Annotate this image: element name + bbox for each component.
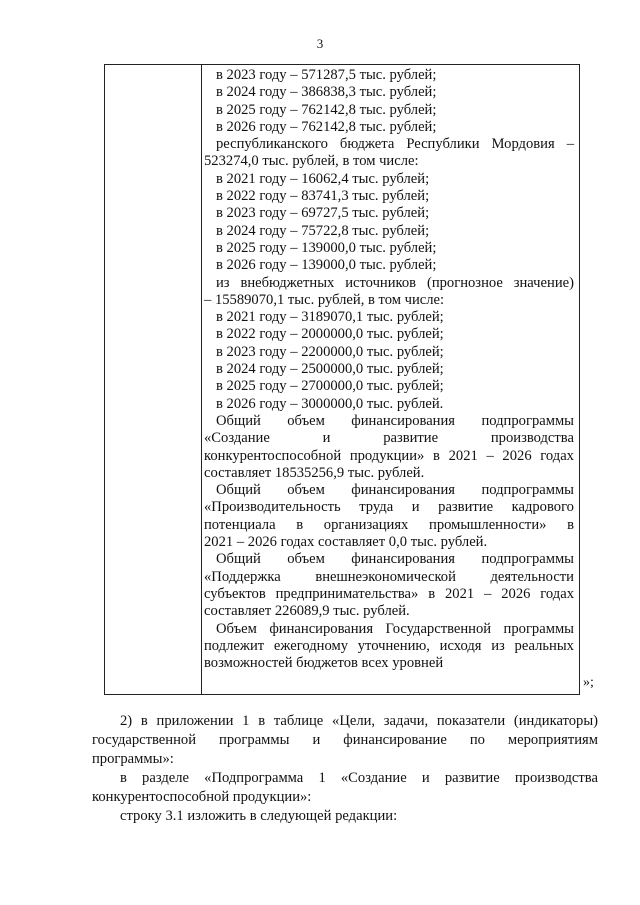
table-line: составляет 226089,9 тыс. рублей. xyxy=(204,603,410,620)
table-line: в 2025 году – 762142,8 тыс. рублей; xyxy=(216,101,437,118)
table-line: из внебюджетных источников (прогнозное значение) xyxy=(216,274,574,291)
table-line: «Создание и развитие производства xyxy=(204,430,574,447)
table-line: субъектов предпринимательства» в 2021 – 2026 годах xyxy=(204,585,574,602)
table-line: в 2023 году – 69727,5 тыс. рублей; xyxy=(216,205,430,222)
table-line: в 2023 году – 571287,5 тыс. рублей; xyxy=(216,67,437,83)
amendment-text xyxy=(92,712,598,826)
table-line: в 2026 году – 139000,0 тыс. рублей; xyxy=(216,257,437,274)
closing-quote: »; xyxy=(583,675,594,690)
table-line: возможностей бюджетов всех уровней xyxy=(204,655,444,672)
table-line: Общий объем финансирования подпрограммы xyxy=(216,551,574,568)
table-line: в 2024 году – 386838,3 тыс. рублей; xyxy=(216,84,437,101)
table-line: потенциала в организациях промышленности» в xyxy=(204,516,574,533)
table-line: в 2024 году – 75722,8 тыс. рублей; xyxy=(216,222,430,239)
table-line: республиканского бюджета Республики Мордовия – xyxy=(216,136,574,153)
table-line: «Поддержка внешнеэкономической деятельности xyxy=(204,568,574,585)
table-line: составляет 18535256,9 тыс. рублей. xyxy=(204,464,425,481)
table-line: в 2026 году – 3000000,0 тыс. рублей. xyxy=(216,395,444,412)
table-line: в 2022 году – 83741,3 тыс. рублей; xyxy=(216,188,430,205)
table-line: в 2024 году – 2500000,0 тыс. рублей; xyxy=(216,361,444,378)
table-line: 2021 – 2026 годах составляет 0,0 тыс. рублей. xyxy=(204,534,488,551)
body-line: в разделе «Подпрограмма 1 «Создание и развитие производства xyxy=(120,770,598,786)
body-line: строку 3.1 изложить в следующей редакции: xyxy=(120,808,398,824)
table-line: 523274,0 тыс. рублей, в том числе: xyxy=(204,153,419,170)
table-line: подлежит ежегодному уточнению, исходя из реальных xyxy=(204,637,574,654)
table-left-cell xyxy=(105,65,202,694)
table-line: в 2026 году – 762142,8 тыс. рублей; xyxy=(216,118,437,135)
table-right-cell xyxy=(202,65,574,672)
body-line: 2) в приложении 1 в таблице «Цели, задачи, показатели (индикаторы) xyxy=(120,713,598,729)
table-line: в 2023 году – 2200000,0 тыс. рублей; xyxy=(216,343,444,360)
table-line: в 2022 году – 2000000,0 тыс. рублей; xyxy=(216,326,444,343)
body-line: конкурентоспособной продукции»: xyxy=(92,789,312,805)
table-line: в 2025 году – 2700000,0 тыс. рублей; xyxy=(216,378,444,395)
table-line: в 2025 году – 139000,0 тыс. рублей; xyxy=(216,239,437,256)
table-line: в 2021 году – 16062,4 тыс. рублей; xyxy=(216,170,430,187)
body-line: программы»: xyxy=(92,751,174,767)
body-line: государственной программы и финансирование по мероприятиям xyxy=(92,732,598,748)
table-line: в 2021 году – 3189070,1 тыс. рублей; xyxy=(216,309,444,326)
page-number: 3 xyxy=(316,36,324,51)
table-line: Объем финансирования Государственной программы xyxy=(216,620,574,637)
table-line: Общий объем финансирования подпрограммы xyxy=(216,412,574,429)
table-line: «Производительность труда и развитие кадрового xyxy=(204,499,574,516)
table-line: конкурентоспособной продукции» в 2021 – 2026 годах xyxy=(204,447,574,464)
table-line: Общий объем финансирования подпрограммы xyxy=(216,482,574,499)
financing-table xyxy=(104,64,580,695)
table-line: – 15589070,1 тыс. рублей, в том числе: xyxy=(204,291,445,308)
